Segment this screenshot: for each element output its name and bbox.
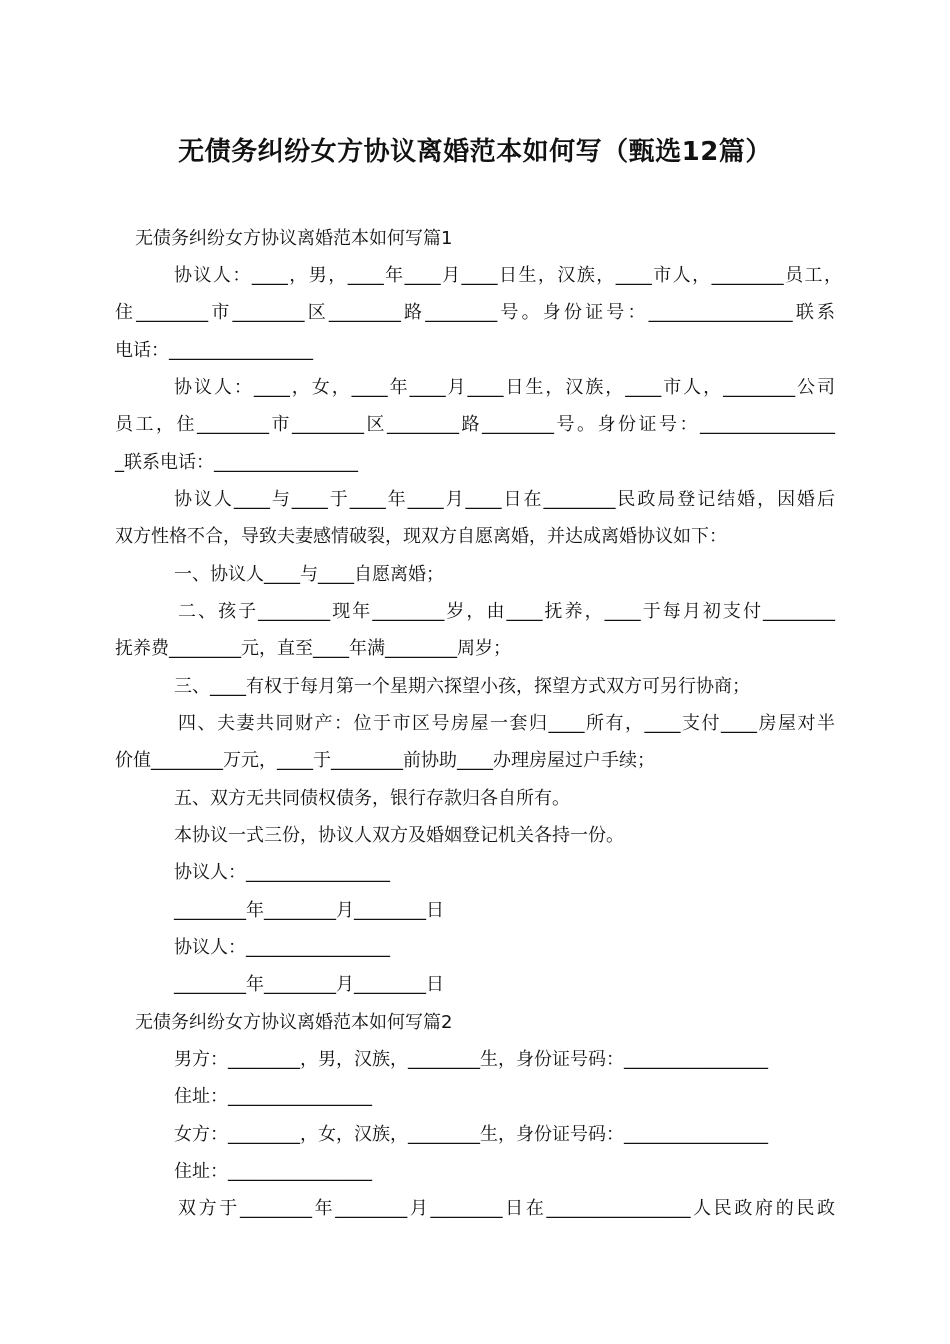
clause-line: 一、协议人____与____自愿离婚； bbox=[174, 564, 444, 585]
clause-line: 三、____有权于每月第一个星期六探望小孩，探望方式双方可另行协商； bbox=[174, 676, 750, 697]
clause-line: 价值________万元，____于________前协助____办理房屋过户手续； bbox=[115, 750, 655, 771]
clause-line: 五、双方无共同债权债务，银行存款归各自所有。 bbox=[174, 788, 570, 809]
paragraph-line: 双方于________年________月________日在________________人民政府的民政 bbox=[178, 1198, 835, 1219]
document-title: 无债务纠纷女方协议离婚范本如何写（甄选12篇） bbox=[178, 137, 772, 167]
paragraph-line: 电话：________________ bbox=[115, 340, 313, 361]
clause-line: 抚养费________元，直至____年满________周岁； bbox=[115, 638, 511, 659]
date-line: ________年________月________日 bbox=[174, 900, 444, 921]
section-heading-2: 无债务纠纷女方协议离婚范本如何写篇2 bbox=[135, 1012, 453, 1033]
signature-line: 协议人：________________ bbox=[174, 937, 390, 958]
paragraph-line: 住址：________________ bbox=[174, 1086, 372, 1107]
section-heading-1: 无债务纠纷女方协议离婚范本如何写篇1 bbox=[135, 228, 453, 249]
paragraph-line: _联系电话：________________ bbox=[115, 452, 358, 473]
paragraph-line: 协议人____与____于____年____月____日在________民政局登记结婚，因婚后 bbox=[174, 489, 835, 510]
paragraph-line: 本协议一式三份，协议人双方及婚姻登记机关各持一份。 bbox=[174, 825, 624, 846]
paragraph-line: 双方性格不合，导致夫妻感情破裂，现双方自愿离婚，并达成离婚协议如下： bbox=[115, 526, 727, 547]
paragraph-line: 住址：________________ bbox=[174, 1161, 372, 1182]
clause-line: 四、夫妻共同财产：位于市区号房屋一套归____所有，____支付____房屋对半 bbox=[178, 713, 835, 734]
paragraph-line: 协议人：____，男，____年____月____日生，汉族，____市人，________员工， bbox=[174, 265, 842, 286]
signature-line: 协议人：________________ bbox=[174, 862, 390, 883]
clause-line: 二、孩子________现年________岁，由____抚养，____于每月初支付________ bbox=[178, 601, 835, 622]
paragraph-line: 住________市________区________路________号。身份证号：________________联系 bbox=[115, 302, 835, 323]
paragraph-line: 员工，住________市________区________路________号。身份证号：_______________ bbox=[115, 414, 835, 435]
paragraph-line: 女方：________，女，汉族，________生，身份证号码：________________ bbox=[174, 1124, 768, 1145]
date-line: ________年________月________日 bbox=[174, 974, 444, 995]
paragraph-line: 协议人：____，女，____年____月____日生，汉族，____市人，________公司 bbox=[174, 377, 835, 398]
paragraph-line: 男方：________，男，汉族，________生，身份证号码：________________ bbox=[174, 1049, 768, 1070]
